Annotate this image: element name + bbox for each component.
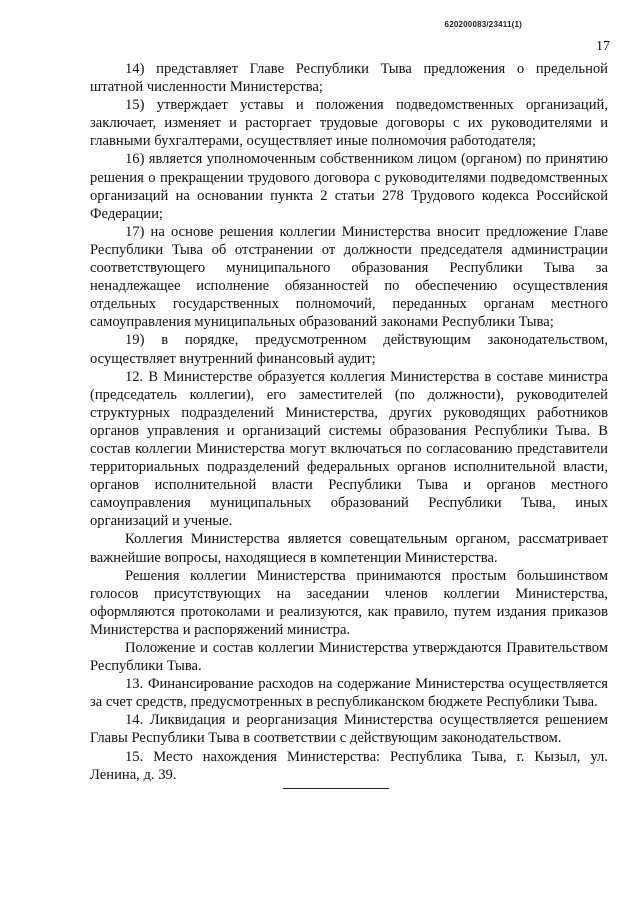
paragraph-section-12: 12. В Министерстве образуется коллегия Министерства в составе министра (председатель коллегии), его заместителей (по должности), руководителей структурных подразделений Министерства, других руководящих работников органов управления и организаций системы образования Республики Тыва. В состав коллегии Министерства могут включаться по согласованию представители территориальных подразделений федеральных органов исполнительной власти, органов исполнительной власти Республики Тыва и органов местного самоуправления муниципальных образований Республики Тыва, иных организаций и ученые. — [90, 368, 608, 530]
paragraph-item-17: 17) на основе решения коллегии Министерства вносит предложение Главе Республики Тыва об отстранении от должности председателя администрации соответствующего муниципального образования Республики Тыва за ненадлежащее исполнение обязанностей по обеспечению осуществления отдельных государственных полномочий, переданных органам местного самоуправления муниципальных образований законами Республики Тыва; — [90, 223, 608, 331]
paragraph-section-15: 15. Место нахождения Министерства: Республика Тыва, г. Кызыл, ул. Ленина, д. 39. — [90, 748, 608, 783]
page-number: 17 — [596, 39, 610, 54]
paragraph-item-19: 19) в порядке, предусмотренном действующим законодательством, осуществляет внутренний финансовый аудит; — [90, 332, 608, 367]
paragraph-item-14: 14) представляет Главе Республики Тыва предложения о предельной штатной численности Министерства; — [90, 61, 608, 96]
paragraph-collegium-approval: Положение и состав коллегии Министерства утверждаются Правительством Республики Тыва. — [90, 640, 608, 675]
paragraph-collegium-role: Коллегия Министерства является совещательным органом, рассматривает важнейшие вопросы, находящиеся в компетенции Министерства. — [90, 531, 608, 566]
paragraph-section-14: 14. Ликвидация и реорганизация Министерства осуществляется решением Главы Республики Тыва в соответствии с действующим законодательством. — [90, 712, 608, 747]
document-body — [90, 60, 608, 784]
paragraph-item-16: 16) является уполномоченным собственником лицом (органом) по принятию решения о прекращении трудового договора с руководителями подведомственных организаций на основании пункта 2 статьи 278 Трудового кодекса Российской Федерации; — [90, 151, 608, 222]
document-id: 620200083/23411(1) — [444, 20, 522, 29]
paragraph-section-13: 13. Финансирование расходов на содержание Министерства осуществляется за счет средств, предусмотренных в республиканском бюджете Республики Тыва. — [90, 676, 608, 711]
closing-divider — [283, 788, 389, 789]
paragraph-item-15: 15) утверждает уставы и положения подведомственных организаций, заключает, изменяет и расторгает трудовые договоры с их руководителями и главными бухгалтерами, осуществляет иные полномочия работодателя; — [90, 97, 608, 150]
paragraph-collegium-decisions: Решения коллегии Министерства принимаются простым большинством голосов присутствующих на заседании членов коллегии Министерства, оформляются протоколами и реализуются, как правило, путем издания приказов Министерства и распоряжений министра. — [90, 567, 608, 638]
